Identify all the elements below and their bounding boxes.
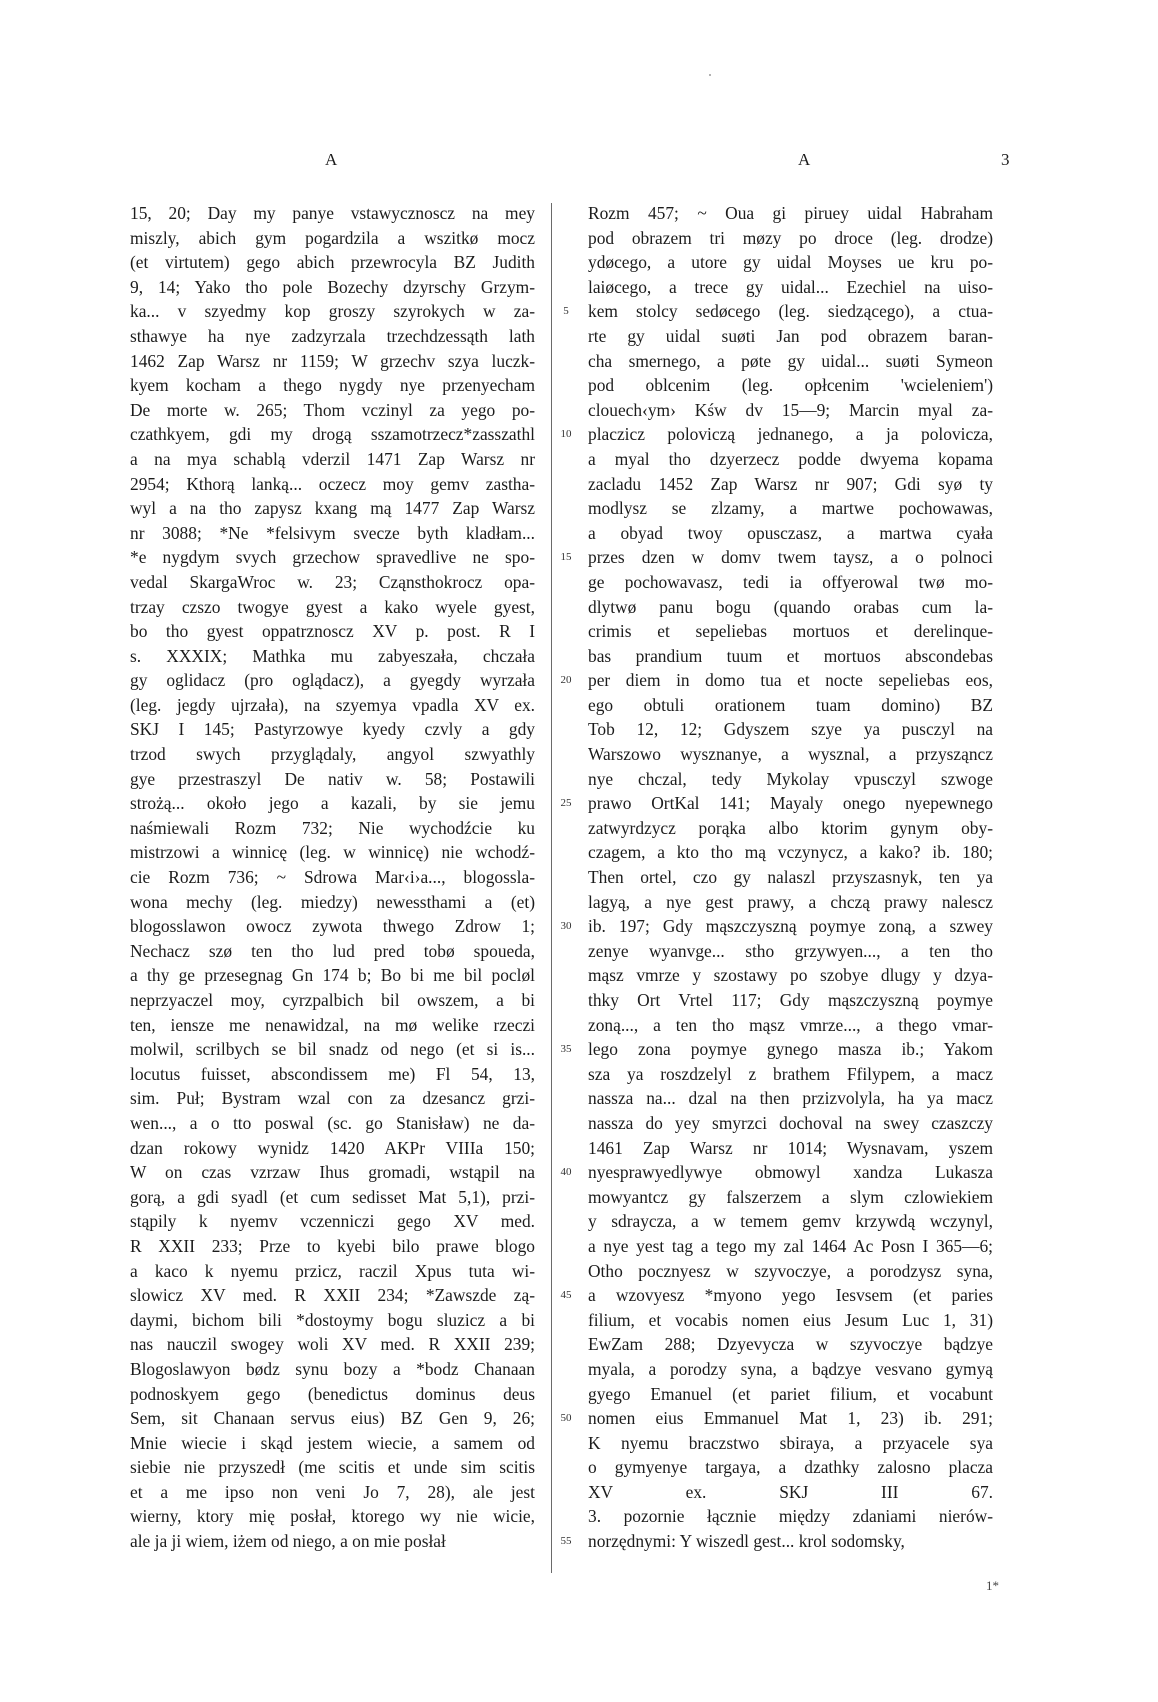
line-number: 20 [560,674,572,687]
line-number: 55 [560,1535,572,1548]
text-line: XV ex. SKJ III 67. [588,1481,993,1502]
text-line: nassza na... dzal na then przizvolyla, ha ya macz [588,1088,993,1109]
text-line: ib. 197; Gdy mąszczyszną poymye zoną, a szwey [588,916,993,937]
line-number: 35 [560,1043,572,1056]
text-line: stąpily k nyemv vczenniczi gego XV med. [130,1211,535,1232]
text-line: R XXII 233; Prze to kyebi bilo prawe blogo [130,1235,535,1256]
text-line: crimis et sepeliebas mortuos et derelinque- [588,621,993,642]
right-text-column [588,201,993,1554]
text-line: 9, 14; Yako tho pole Bozechy dzyrschy Grzym- [130,276,535,297]
text-line: slowicz XV med. R XXII 234; *Zawszde zą- [130,1285,535,1306]
text-line: dzan rokowy wynidz 1420 AKPr VIIIa 150; [130,1137,535,1158]
text-line: trzay czszo twogye gyest a kako wyele gyest, [130,596,535,617]
text-line: sim. Puł; Bystram wzal con za dzesancz grzi- [130,1088,535,1109]
text-line: SKJ I 145; Pastyrzowye kyedy czvly a gdy [130,719,535,740]
text-line: czagem, a kto tho mą vczynycz, a kako? ib. 180; [588,842,993,863]
text-line: a nye yest tag a tego my zal 1464 Ac Posn I 365—6; [588,1235,993,1256]
text-line: zoną..., a ten tho mąsz vmrze..., a thego vmar- [588,1014,993,1035]
text-line: nomen eius Emmanuel Mat 1, 23) ib. 291; [588,1408,993,1429]
text-line: per diem in domo tua et nocte sepeliebas eos, [588,670,993,691]
text-line: Rozm 457; ~ Oua gi piruey uidal Habraham [588,203,993,223]
text-line: miszly, abich gym pogardzila a wszitkø mocz [130,227,535,248]
text-line: zenye wyanvge... stho grzywyen..., a ten tho [588,940,993,961]
line-number: 45 [560,1289,572,1302]
text-line: EwZam 288; Dzyevycza w szyvoczye bądzye [588,1334,993,1355]
text-line: mistrzowi a winnicę (leg. w winnicę) nie wchodź- [130,842,535,863]
text-line: ale ja ji wiem, iżem od niego, a on mie posłał [130,1531,446,1552]
text-line: K nyemu braczstwo sbiraya, a przyacele sya [588,1432,993,1453]
text-line: trzod swych przyglądaly, angyol szwyathly [130,744,535,765]
text-line: ego obtuli orationem tuam domino) BZ [588,694,993,715]
text-line: daymi, bichom bili *dostoymy bogu sluzicz a bi [130,1309,535,1330]
line-number: 30 [560,920,572,933]
text-line: kyem kocham a thego nygdy nye przenyecham [130,375,535,396]
text-line: placzicz poloviczą jednanego, a ja polovicza, [588,424,993,445]
left-text-column [130,201,535,1554]
text-line: nye chczal, tedy Mykolay vpusczyl szwoge [588,768,993,789]
text-line: sza ya roszdzelyl z brathem Ffilypem, a macz [588,1063,993,1084]
text-line: cha smernego, a pøte gy uidal... suøti Symeon [588,350,993,371]
text-line: laiøcego, a trece gy uidal... Ezechiel na uiso- [588,276,993,297]
running-head-left: A [325,150,339,169]
page-number: 3 [1001,150,1011,169]
line-number: 15 [560,551,572,564]
text-line: ydøcego, a utore gy uidal Moyses ue kru po- [588,252,993,273]
text-line: myala, a porodzy syna, a bądzye vesvano gymyą [588,1358,993,1379]
text-line: mowyantcz gy falszerzem a slym czlowiekiem [588,1186,993,1207]
text-line: Warszowo wysznanye, a wysznal, a przysząncz [588,744,993,765]
text-line: prawo OrtKal 141; Mayaly onego nyepewnego [588,793,993,814]
text-line: Mnie wiecie i skąd jestem wiecie, a samem od [130,1432,535,1453]
text-line: gye przestraszyl De nativ w. 58; Postawili [130,768,535,789]
text-line: przes dzen w domv twem taysz, a o polnoci [588,547,993,568]
text-line: sthawye ha nye zadzyrzala trzechdzessąth lath [130,325,535,346]
text-line: pod obrazem tri møzy po droce (leg. drodze) [588,227,993,248]
text-line: wen..., a o tto poswal (sc. go Stanisław) ne da- [130,1112,535,1133]
text-line: Sem, sit Chanaan servus eius) BZ Gen 9, 26; [130,1408,535,1429]
text-line: Nechacz szø ten tho lud pred tobø spoueda, [130,940,535,961]
text-line: ka... v szyedmy kop groszy szyrokych w za- [130,301,535,322]
text-line: a na mya schablą vderzil 1471 Zap Warsz nr [130,448,535,469]
text-line: lagyą, a nye gest prawy, a chczą prawy nalescz [588,891,993,912]
text-line: molwil, scrilbych se bil snadz od nego (et si is... [130,1039,535,1060]
text-line: blogosslawon owocz zywota thwego Zdrow 1; [130,916,535,937]
text-line: czathkyem, gdi my drogą sszamotrzecz*zasszathl [130,424,535,445]
text-line: gyego Emanuel (et pariet filium, et vocabunt [588,1383,993,1404]
text-line: (leg. jegdy ujrzała), na szyemya vpadla XV ex. [130,694,535,715]
line-number: 10 [560,428,572,441]
text-line: (et virtutem) gego abich przewrocyla BZ Judith [130,252,535,273]
text-line: norzędnymi: Y wiszedl gest... krol sodomsky, [588,1531,905,1552]
text-line: mąsz vmrze y szostawy po szobye dlugy y dzya- [588,965,993,986]
text-line: W on czas vzrzaw Ihus gromadi, wstąpil na [130,1162,535,1183]
text-line: a kaco k nyemu przicz, raczil Xpus tuta wi- [130,1260,535,1281]
text-line: zatwyrdzycz porąka albo ktorim gynym oby- [588,817,993,838]
text-line: nassza do yey smyrzci dochoval na swey czaszczy [588,1112,993,1133]
text-line: wyl a na tho zapysz kxang mą 1477 Zap Warsz [130,498,535,519]
text-line: bas prandium tuum et mortuos abscondebas [588,645,993,666]
text-line: o gymyenye targaya, a dzathky zalosno placza [588,1457,993,1478]
text-line: De morte w. 265; Thom vczinyl za yego po- [130,399,535,420]
text-line: pod oblcenim (leg. opłcenim 'wcieleniem') [588,375,993,396]
text-line: filium, et vocabis nomen eius Jesum Luc 1, 31) [588,1309,993,1330]
text-line: podnoskyem gego (benedictus dominus deus [130,1383,535,1404]
text-line: clouech‹ym› Kśw dv 15—9; Marcin myal za- [588,399,993,420]
text-line: thky Ort Vrtel 117; Gdy mąszczyszną poymye [588,990,993,1010]
text-line: ge pochowavasz, tedi ia offyerowal twø mo- [588,571,993,592]
text-line: gy oglidacz (pro oglądacz), a gyegdy wyrzała [130,670,535,691]
text-line: Otho pocznyesz w szyvoczye, a porodzysz syna, [588,1260,993,1281]
text-line: bo tho gyest oppatrznoscz XV p. post. R I [130,621,535,642]
line-number: 5 [563,305,569,318]
text-line: ten, iensze me nenawidzal, na mø welike rzeczi [130,1014,535,1035]
text-line: Blogoslawyon bødz synu bozy a *bodz Chanaan [130,1358,535,1379]
column-divider [551,203,552,1573]
line-number: 25 [560,797,572,810]
text-line: nyesprawyedlywye obmowyl xandza Lukasza [588,1162,993,1183]
text-line: cie Rozm 736; ~ Sdrowa Mar‹i›a..., blogossla- [130,867,535,888]
text-line: vedal SkargaWroc w. 23; Cząnsthokrocz opa- [130,571,535,592]
text-line: strożą... około jego a kazali, by sie jemu [130,793,535,814]
text-line: modlysz se zlzamy, a martwe pochowawas, [588,498,993,519]
text-line: 1462 Zap Warsz nr 1159; W grzechv szya luczk- [130,350,535,371]
text-line: s. XXXIX; Mathka mu zabyeszała, chczała [130,645,535,666]
text-line: et a me ipso non veni Jo 7, 28), ale jest [130,1481,535,1502]
text-line: siebie nie przyszedł (me scitis et unde sim scitis [130,1457,535,1478]
text-line: a obyad twoy opusczasz, a martwa cyała [588,522,993,543]
text-line: a myal tho dzyerzecz podde dwyema kopama [588,448,993,469]
text-line: gorą, a gdi syadl (et cum sedisset Mat 5,1), przi- [130,1186,535,1207]
text-line: 1461 Zap Warsz nr 1014; Wysnavam, yszem [588,1137,993,1158]
line-number: 40 [560,1166,572,1179]
text-line: y sdraycza, a w temem gemv krzywdą wczynyl, [588,1211,993,1232]
text-line: 15, 20; Day my panye vstawycznoscz na mey [130,203,535,223]
text-line: nas nauczil swogey woli XV med. R XXII 239; [130,1334,535,1355]
text-line: nr 3088; *Ne *felsivym svecze byth kladłam... [130,522,535,543]
text-line: naśmiewali Rozm 732; Nie wychodźcie ku [130,817,535,838]
scan-speck [709,74,711,76]
text-line: 2954; Kthorą lanką... oczecz moy gemv zastha- [130,473,535,494]
text-line: wona mechy (leg. miedzy) newessthami a (et) [130,891,535,912]
text-line: a thy ge przesegnag Gn 174 b; Bo bi me bil pocløl [130,965,535,986]
text-line: locutus fuisset, abscondissem me) Fl 54, 13, [130,1063,535,1084]
line-number: 50 [560,1412,572,1425]
text-line: Then ortel, czo gy nalaszl przyszasnyk, ten ya [588,867,993,888]
text-line: wierny, ktory mię posłał, ktorego wy nie wicie, [130,1506,535,1527]
text-line: kem stolcy sedøcego (leg. siedzącego), a ctua- [588,301,993,322]
text-line: a wzovyesz *myono yego Iesvsem (et paries [588,1285,993,1306]
text-line: rte gy uidal suøti Jan pod obrazem baran- [588,325,993,346]
text-line: 3. pozornie łącznie między zdaniami nierów- [588,1506,993,1527]
text-line: *e nygdym svych grzechow spravedlive ne spo- [130,547,535,568]
text-line: lego zona poymye gynego masza ib.; Yakom [588,1039,993,1060]
text-line: neprzyaczel moy, cyrzpalbich bil owszem, a bi [130,990,535,1010]
text-line: dlytwø panu bogu (quando orabas cum la- [588,596,993,617]
text-line: Tob 12, 12; Gdyszem szye ya pusczyl na [588,719,993,740]
text-line: zacladu 1452 Zap Warsz nr 907; Gdi syø ty [588,473,993,494]
running-head-right: A [798,150,812,169]
signature-mark: 1* [986,1578,999,1593]
